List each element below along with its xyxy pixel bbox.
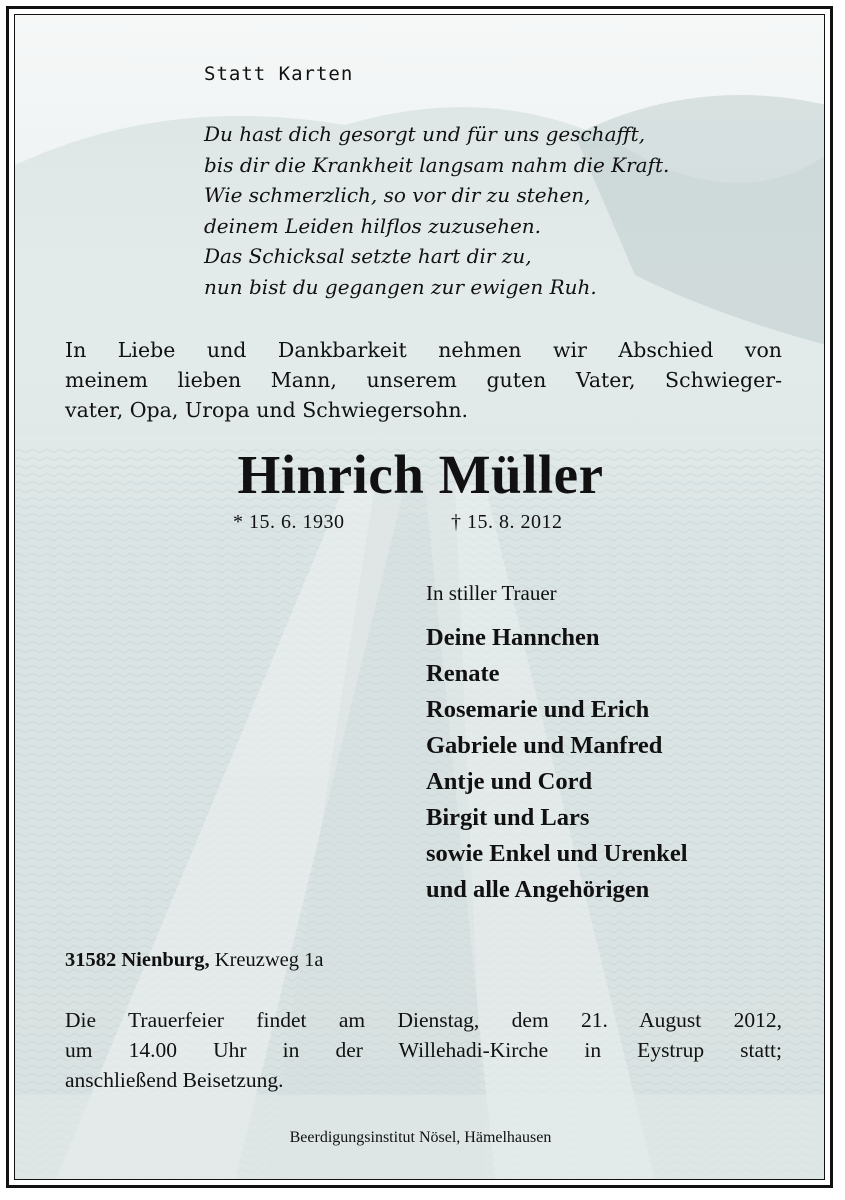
mourner-name: Gabriele und Manfred bbox=[426, 732, 663, 759]
address-city: 31582 Nienburg, bbox=[65, 949, 210, 971]
address-street: Kreuzweg 1a bbox=[214, 949, 324, 971]
poem-line: deinem Leiden hilflos zuzusehen. bbox=[204, 213, 542, 238]
death-date: † 15. 8. 2012 bbox=[451, 511, 563, 533]
mourning-heading: In stiller Trauer bbox=[426, 581, 557, 605]
mourner-name: Antje und Cord bbox=[426, 768, 593, 795]
farewell-intro bbox=[65, 335, 782, 425]
mourner-name: Rosemarie und Erich bbox=[426, 696, 650, 723]
family-address bbox=[65, 949, 324, 972]
service-announcement bbox=[65, 1005, 782, 1095]
obituary-card bbox=[14, 14, 825, 1180]
intro-line: In Liebe und Dankbarkeit nehmen wir Abschied von bbox=[65, 338, 782, 362]
poem bbox=[204, 119, 669, 302]
service-line: um 14.00 Uhr in der Willehadi-Kirche in Eystrup statt; bbox=[65, 1038, 782, 1062]
funeral-home: Beerdigungsinstitut Nösel, Hämelhausen bbox=[289, 1129, 552, 1146]
poem-line: bis dir die Krankheit langsam nahm die Kraft. bbox=[204, 152, 670, 177]
poem-line: Du hast dich gesorgt und für uns geschafft, bbox=[204, 122, 646, 146]
poem-line: Das Schicksal setzte hart dir zu, bbox=[204, 244, 532, 268]
mourner-name: Birgit und Lars bbox=[426, 804, 590, 831]
mourner-name: Renate bbox=[426, 660, 500, 687]
mourner-list bbox=[426, 620, 688, 908]
service-line: anschließend Beisetzung. bbox=[65, 1068, 284, 1092]
service-line: Die Trauerfeier findet am Dienstag, dem 21. August 2012, bbox=[65, 1008, 782, 1032]
intro-line: meinem lieben Mann, unserem guten Vater, Schwieger- bbox=[65, 368, 782, 392]
statt-karten-label: Statt Karten bbox=[204, 63, 354, 85]
mourner-name: und alle Angehörigen bbox=[426, 876, 650, 903]
poem-line: nun bist du gegangen zur ewigen Ruh. bbox=[204, 274, 597, 299]
obituary-content bbox=[15, 15, 825, 1180]
birth-date: * 15. 6. 1930 bbox=[233, 511, 345, 533]
deceased-name: Hinrich Müller bbox=[237, 444, 604, 505]
intro-line: vater, Opa, Uropa und Schwiegersohn. bbox=[65, 398, 469, 422]
poem-line: Wie schmerzlich, so vor dir zu stehen, bbox=[204, 183, 591, 207]
mourner-name: sowie Enkel und Urenkel bbox=[426, 840, 688, 867]
mourner-name: Deine Hannchen bbox=[426, 624, 600, 651]
